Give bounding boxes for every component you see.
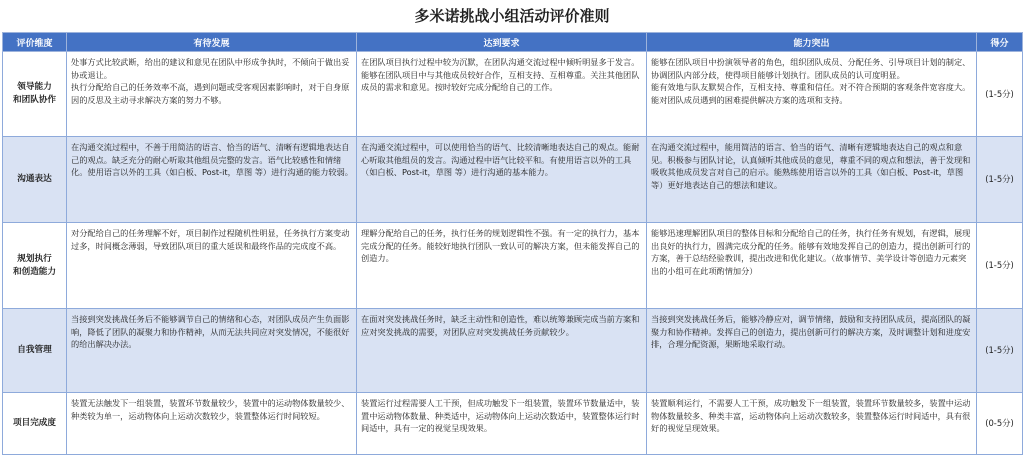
cell-score: (1-5分)	[977, 137, 1023, 223]
row-dimension: 领导能力 和团队协作	[3, 52, 67, 137]
cell-score: (1-5分)	[977, 309, 1023, 393]
cell-meets: 理解分配给自己的任务，执行任务的规划逻辑性不强。有一定的执行力，基本完成分配的任务。能较好地执行团队一致认可的解决方案，但未能发挥自己的创造力。	[357, 223, 647, 309]
row-dimension: 自我管理	[3, 309, 67, 393]
cell-outstanding: 在沟通交流过程中，能用简洁的语言、恰当的语气、清晰有逻辑地表达自己的观点和意见。积极参与团队讨论，认真倾听其他成员的意见，尊重不同的观点和想法，善于发现和吸收其他成员发言对自己的启示。能熟练使用语言以外的工具（如白板、Post-it，草图 等）更好地表达自己的想法和建议。	[647, 137, 977, 223]
row-dimension: 沟通表达	[3, 137, 67, 223]
cell-score: (0-5分)	[977, 393, 1023, 455]
header-needs-improvement: 有待发展	[67, 33, 357, 52]
header-meets: 达到要求	[357, 33, 647, 52]
cell-meets: 在面对突发挑战任务时，缺乏主动性和创造性，难以统筹兼顾完成当前方案和应对突发挑战的需要，对团队应对突发挑战任务贡献较少。	[357, 309, 647, 393]
table-row	[3, 309, 1023, 393]
table-row	[3, 137, 1023, 223]
cell-outstanding: 能够迅速理解团队项目的整体目标和分配给自己的任务，执行任务有规划，有逻辑，展现出良好的执行力，圆满完成分配的任务。能够有效地发挥自己的创造力，提出创新可行的方案，善于总结经验教训，提出改进和优化建议。（故事情节、美学设计等创造力元素突出的小组可在此项酌情加分）	[647, 223, 977, 309]
table-row	[3, 223, 1023, 309]
cell-needs-improvement: 对分配给自己的任务理解不好，项目制作过程随机性明显，任务执行方案变动过多，时间概念薄弱，导致团队项目的重大延误和最终作品的完成度不高。	[67, 223, 357, 309]
cell-needs-improvement: 装置无法触发下一组装置，装置环节数量较少，装置中的运动物体数量较少、种类较为单一，运动物体向上运动次数较少，装置整体运行时间较短。	[67, 393, 357, 455]
page-title: 多米诺挑战小组活动评价准则	[414, 7, 610, 25]
cell-meets: 在团队项目执行过程中较为沉默，在团队沟通交流过程中倾听明显多于发言。 能够在团队项目中与其他成员较好合作，互相支持、互相尊重。关注其他团队成员的需求和意见。按时较好完成分配给自己的工作。	[357, 52, 647, 137]
cell-meets: 在沟通交流过程中，可以使用恰当的语气、比较清晰地表达自己的观点。能耐心听取其他组员的发言。沟通过程中语气比较平和。有使用语言以外的工具（如白板、Post-it，草图 等）进行沟通的基本能力。	[357, 137, 647, 223]
cell-needs-improvement: 处事方式比较武断，给出的建议和意见在团队中形成争执时，不倾向于做出妥协或退让。 执行分配给自己的任务效率不高，遇到问题或受客观因素影响时，对于自身原因的反思及主动寻求解决方案的努力不够。	[67, 52, 357, 137]
cell-meets: 装置运行过程需要人工干预，但成功触发下一组装置，装置环节数量适中，装置中运动物体数量、种类适中，运动物体向上运动次数适中，装置整体运行时间适中，具有一定的视觉呈现效果。	[357, 393, 647, 455]
header-dimension: 评价维度	[3, 33, 67, 52]
cell-outstanding: 能够在团队项目中扮演领导者的角色，组织团队成员、分配任务、引导项目计划的制定、协调团队内部分歧，使得项目能够计划执行。团队成员的认可度明显。 能有效地与队友默契合作，互相支持、尊重和信任。对不符合预期的客观条件宽容度大。能对团队成员遇到的困难提供解决方案的选项和支持。	[647, 52, 977, 137]
header-score: 得分	[977, 33, 1023, 52]
evaluation-table	[2, 32, 1023, 455]
cell-outstanding: 当接到突发挑战任务后，能够冷静应对，调节情绪，鼓励和支持团队成员，提高团队的凝聚力和协作精神。发挥自己的创造力，提出创新可行的解决方案，及时调整计划和进度安排，合理分配资源，果断地采取行动。	[647, 309, 977, 393]
row-dimension: 项目完成度	[3, 393, 67, 455]
table-row	[3, 52, 1023, 137]
cell-score: (1-5分)	[977, 52, 1023, 137]
cell-score: (1-5分)	[977, 223, 1023, 309]
header-row	[3, 33, 1023, 52]
cell-outstanding: 装置顺利运行，不需要人工干预，成功触发下一组装置，装置环节数量较多，装置中运动物体数量较多、种类丰富，运动物体向上运动次数较多，装置整体运行时间适中，具有很好的视觉呈现效果。	[647, 393, 977, 455]
table-row	[3, 393, 1023, 455]
header-outstanding: 能力突出	[647, 33, 977, 52]
cell-needs-improvement: 当接到突发挑战任务后不能够调节自己的情绪和心态，对团队成员产生负面影响，降低了团队的凝聚力和协作精神，从而无法共同应对突发情况，不能很好的给出解决办法。	[67, 309, 357, 393]
row-dimension: 规划执行 和创造能力	[3, 223, 67, 309]
cell-needs-improvement: 在沟通交流过程中，不善于用简洁的语言、恰当的语气、清晰有逻辑地表达自己的观点。缺乏充分的耐心听取其他组员完整的发言。语气比较感性和情绪化。使用语言以外的工具（如白板、Post-it，草图 等）进行沟通的能力较弱。	[67, 137, 357, 223]
